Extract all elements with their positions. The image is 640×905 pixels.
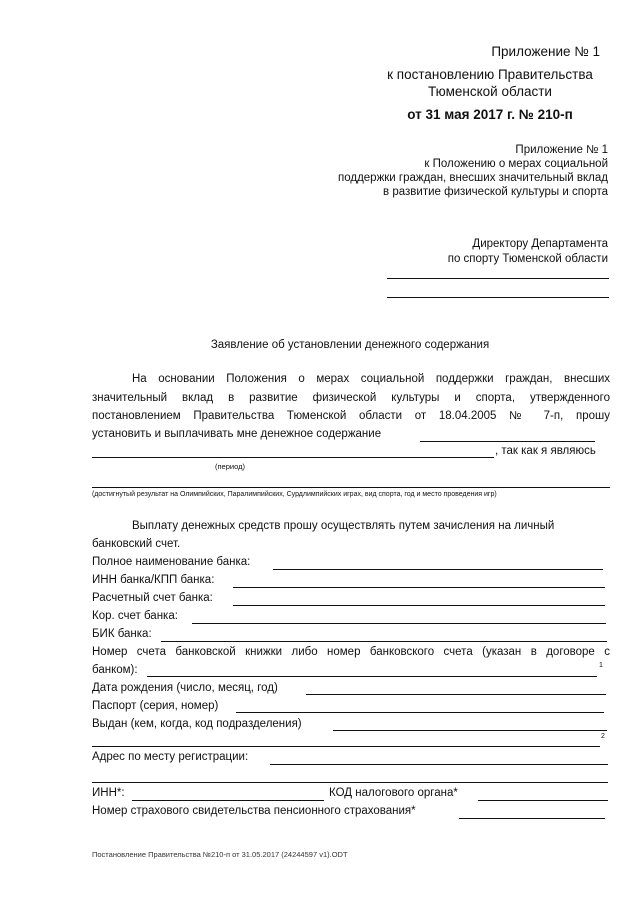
tax-code-field[interactable]: [478, 800, 608, 801]
inn-label: ИНН*:: [92, 787, 125, 799]
address-field-2[interactable]: [92, 782, 608, 783]
para1-line2: значительный вклад в развитие физической культуры и спорта, утвержденного: [92, 392, 610, 404]
addressee-blank-1[interactable]: [387, 278, 609, 279]
issued-by-label: Выдан (кем, когда, код подразделения): [92, 718, 302, 730]
birth-date-field[interactable]: [306, 694, 606, 695]
settlement-account-field[interactable]: [233, 605, 605, 606]
inn-kpp-label: ИНН банка/КПП банка:: [92, 574, 215, 586]
sub-appendix-title: Приложение № 1: [515, 144, 608, 156]
snils-label: Номер страхового свидетельства пенсионного страхования*: [92, 805, 416, 817]
addressee-line1: Директору Департамента: [472, 238, 608, 250]
settlement-account-label: Расчетный счет банка:: [92, 592, 213, 604]
address-field[interactable]: [270, 764, 608, 765]
issued-by-field-2[interactable]: [92, 746, 600, 747]
because-text: , так как я являюсь: [495, 445, 596, 457]
corr-account-field[interactable]: [192, 623, 606, 624]
para2-line1: Выплату денежных средств прошу осуществлять путем зачисления на личный: [132, 520, 555, 532]
footer-text: Постановление Правительства №210-п от 31.05.2017 (24244597 v1).ODT: [92, 850, 348, 859]
footnote-1: 1: [599, 662, 603, 669]
addressee-blank-2[interactable]: [387, 297, 609, 298]
bank-name-label: Полное наименование банка:: [92, 556, 251, 568]
sub-appendix-line3: в развитие физической культуры и спорта: [383, 186, 608, 198]
achievement-hint: (достигнутый результат на Олимпийских, Паралимпийских, Сурдлимпийских играх, вид спорта, год и место проведения игр): [92, 491, 497, 498]
addressee-line2: по спорту Тюменской области: [447, 253, 608, 265]
appendix-to: к постановлению Правительства: [387, 67, 593, 82]
document-title: Заявление об установлении денежного содержания: [210, 339, 490, 351]
passport-label: Паспорт (серия, номер): [92, 700, 219, 712]
bik-label: БИК банка:: [92, 628, 152, 640]
passport-field[interactable]: [236, 712, 604, 713]
account-number-label-line1: Номер счета банковской книжки либо номер банковского счета (указан в договоре с: [92, 646, 610, 658]
appendix-date: от 31 мая 2017 г. № 210-п: [407, 107, 573, 122]
period-blank[interactable]: [92, 457, 494, 458]
corr-account-label: Кор. счет банка:: [92, 610, 178, 622]
appendix-region: Тюменской области: [428, 84, 552, 99]
appendix-title: Приложение № 1: [491, 44, 600, 59]
inn-field[interactable]: [132, 800, 324, 801]
period-hint: (период): [215, 462, 245, 471]
sub-appendix-line2: поддержки граждан, внесших значительный вклад: [337, 172, 608, 184]
achievement-blank[interactable]: [92, 487, 610, 488]
bik-field[interactable]: [161, 641, 607, 642]
account-number-label-line2: банком):: [92, 664, 138, 676]
footnote-2: 2: [601, 733, 605, 740]
allowance-blank[interactable]: [420, 441, 595, 442]
para1-line3: постановлением Правительства Тюменской области от 18.04.2005 № 7-п, прошу: [92, 410, 610, 422]
address-label: Адрес по месту регистрации:: [92, 751, 249, 763]
sub-appendix-line1: к Положению о мерах социальной: [424, 158, 608, 170]
inn-kpp-field[interactable]: [233, 587, 605, 588]
para2-line2: банковский счет.: [92, 538, 181, 550]
tax-code-label: КОД налогового органа*: [329, 787, 458, 799]
para1-line1: На основании Положения о мерах социальной поддержки граждан, внесших: [132, 373, 610, 385]
bank-name-field[interactable]: [273, 569, 603, 570]
snils-field[interactable]: [459, 818, 605, 819]
account-number-field[interactable]: [147, 676, 597, 677]
issued-by-field[interactable]: [333, 730, 607, 731]
birth-date-label: Дата рождения (число, месяц, год): [92, 682, 278, 694]
para1-line4: установить и выплачивать мне денежное содержание: [92, 428, 382, 440]
